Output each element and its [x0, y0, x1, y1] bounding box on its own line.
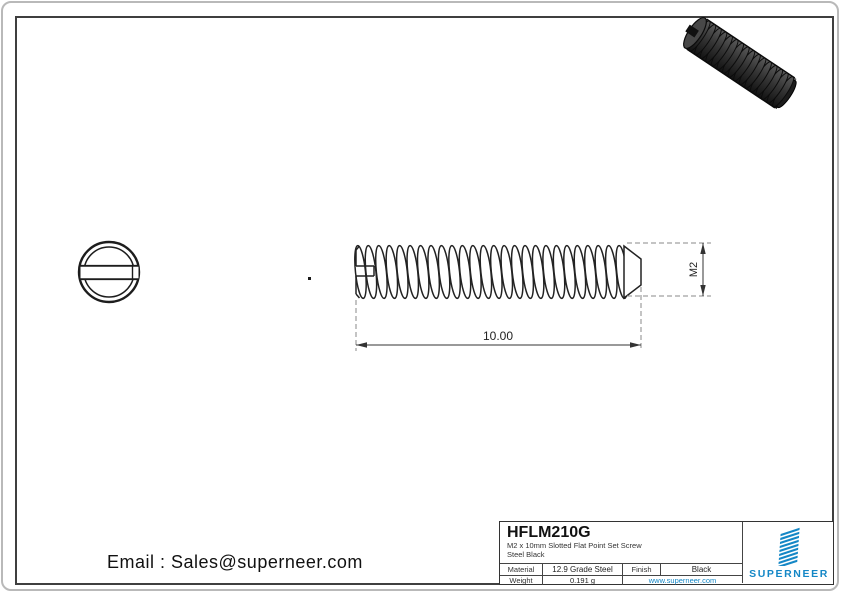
dim-arrow-right	[630, 342, 641, 347]
dim-arrow-top	[700, 243, 705, 254]
logo-stripes	[778, 527, 799, 565]
front-view-slot-fill	[80, 266, 139, 279]
email-text: Email : Sales@superneer.com	[107, 552, 363, 572]
dim-arrow-bottom	[700, 285, 705, 296]
part-description-line1: M2 x 10mm Slotted Flat Point Set Screw	[507, 541, 642, 550]
screw-3d-render	[653, 11, 823, 113]
brand-name: SUPERNEER	[749, 567, 829, 580]
diameter-dimension	[688, 243, 706, 296]
part-description-line2: Steel Black	[507, 550, 545, 559]
side-view-threads	[353, 245, 630, 299]
length-dimension-label: 10.00	[482, 329, 514, 343]
material-label: Material	[500, 563, 542, 575]
side-view-flat-point	[624, 246, 641, 298]
finish-label: Finish	[622, 563, 660, 575]
weight-label: Weight	[500, 575, 542, 586]
screw-3d-body	[678, 13, 801, 111]
reference-dot	[308, 277, 311, 280]
brand-logo	[742, 522, 835, 583]
title-block-header	[500, 522, 742, 563]
weight-value: 0.191 g	[542, 575, 622, 586]
material-value: 12.9 Grade Steel	[542, 563, 622, 575]
finish-value: Black	[660, 563, 742, 575]
diameter-dimension-label: M2	[688, 261, 700, 278]
front-view-drawing	[73, 236, 153, 311]
drawing-sheet	[1, 1, 839, 591]
website-link[interactable]: www.superneer.com	[622, 575, 742, 586]
part-number: HFLM210G	[507, 524, 591, 541]
side-view-drawing	[343, 233, 723, 358]
extension-lines	[356, 243, 711, 351]
dim-arrow-left	[356, 342, 367, 347]
title-block	[499, 521, 834, 585]
length-dimension	[356, 329, 641, 348]
brand-logo-icon	[772, 526, 806, 566]
